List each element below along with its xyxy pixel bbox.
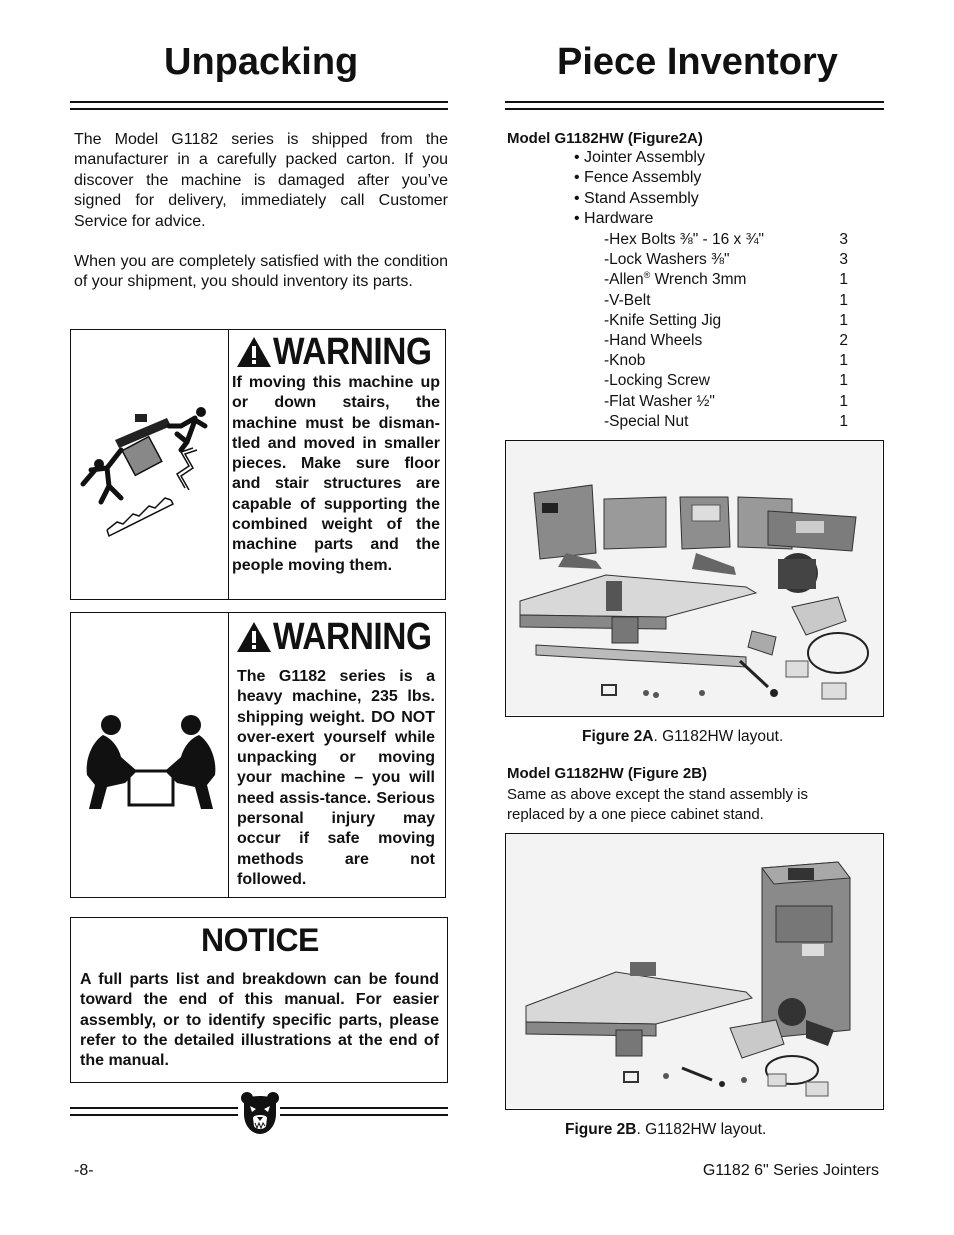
hardware-row: [604, 230, 848, 250]
hardware-row: [604, 412, 848, 432]
hardware-row: [604, 270, 848, 290]
jointer-cabinet-layout-image: [506, 834, 882, 1108]
inventory-rule-top: [505, 101, 884, 103]
hardware-name: -Knife Setting Jig: [604, 311, 722, 329]
unpacking-rule-bottom: [70, 108, 448, 110]
registered-mark: ®: [643, 270, 651, 281]
unpacking-title: Unpacking: [164, 41, 359, 83]
figure-2a-caption: [582, 727, 783, 747]
figure-2b-label: Figure 2B: [565, 1121, 637, 1138]
main-parts-list: [574, 148, 705, 230]
jointer-parts-layout-image: [506, 441, 882, 715]
hardware-qty: 3: [839, 231, 848, 248]
warning-text-heavy: The G1182 series is a heavy machine, 235 lbs. shipping weight. DO NOT over-exert yourself while unpacking or moving your machine – you will need assis-tance. Serious personal injury may occur if safe moving methods are not followed.: [237, 668, 435, 888]
warning-badge-2: [235, 617, 453, 657]
notice-box: [70, 917, 448, 1083]
document-title-footer: G1182 6" Series Jointers: [702, 1162, 879, 1179]
hardware-qty: 1: [839, 392, 848, 410]
warning-triangle-icon: [235, 620, 273, 654]
hardware-name: -Special Nut: [604, 412, 689, 430]
list-item: • Stand Assembly: [574, 189, 699, 207]
hardware-qty: 3: [839, 251, 848, 269]
stairs-moving-hazard-icon: [77, 390, 217, 540]
hardware-name-post: Wrench 3mm: [650, 271, 747, 289]
two-person-lift-icon: [81, 713, 221, 823]
hardware-name: -Flat Washer ½": [604, 392, 715, 410]
footer-rule-bottom-right: [280, 1114, 448, 1116]
hardware-row: [604, 331, 848, 351]
hardware-row: [604, 250, 848, 270]
warning-triangle-icon: [235, 335, 273, 369]
figure-2a-photo: [505, 440, 884, 717]
hardware-qty: 1: [839, 291, 848, 309]
hardware-list: [604, 230, 848, 432]
warning-box-heavy: [70, 612, 446, 898]
notice-text: A full parts list and breakdown can be found toward the end of this manual. For easier assembly, or to identify specific parts, please refer to the detailed illustrations at the end of the manual.: [80, 971, 439, 1070]
hardware-name: -V-Belt: [604, 291, 651, 309]
hardware-qty: 1: [839, 372, 848, 390]
bear-logo-icon: [240, 1090, 280, 1136]
figure-2b-caption-text: . G1182HW layout.: [636, 1121, 767, 1138]
hardware-name: -Hand Wheels: [604, 332, 703, 350]
hardware-name: [604, 270, 746, 290]
model-b-text-line-1: Same as above except the stand assembly is: [507, 786, 808, 803]
figure-2b-photo: [505, 833, 884, 1110]
hardware-qty: 2: [839, 332, 848, 350]
unpacking-rule-top: [70, 101, 448, 103]
footer-rule-top-right: [280, 1107, 448, 1109]
hardware-name: -Locking Screw: [604, 372, 710, 390]
warning-text-stairs: If moving this machine up or down stairs, the machine must be disman-tled and moved in smaller pieces. Make sure floor and stair structures are capable of supporting the combined weight of the machine parts and the people moving them.: [232, 374, 440, 574]
notice-label: NOTICE: [201, 922, 319, 958]
model-b-text-line-2: replaced by a one piece cabinet stand.: [507, 806, 764, 823]
inventory-rule-bottom: [505, 108, 884, 110]
warning-label-1: WARNING: [273, 331, 432, 373]
warning-box-stairs: [70, 329, 446, 600]
warning-label-2: WARNING: [273, 616, 432, 658]
hardware-name: -Lock Washers ⅜": [604, 251, 730, 269]
hardware-qty: 1: [839, 311, 848, 329]
list-item: • Jointer Assembly: [574, 149, 705, 166]
hardware-row: [604, 311, 848, 331]
figure-2a-label: Figure 2A: [582, 728, 654, 745]
figure-2b-caption: [565, 1120, 766, 1140]
hardware-qty: 1: [839, 412, 848, 430]
list-item: • Hardware: [574, 210, 654, 228]
footer-rule-top-left: [70, 1107, 238, 1109]
hardware-row: [604, 291, 848, 311]
hardware-qty: 1: [839, 271, 848, 289]
hardware-row: [604, 351, 848, 371]
unpacking-paragraph-1: The Model G1182 series is shipped from the manufacturer in a carefully packed carton. If you discover the machine is damaged after you’ve signed for delivery, immediately call Customer Service for advice.: [74, 131, 448, 230]
hardware-row: [604, 371, 848, 391]
unpacking-paragraph-2: When you are completely satisfied with the condition of your shipment, you should inventory its parts.: [74, 253, 448, 291]
hardware-row: [604, 392, 848, 412]
hardware-name: -Knob: [604, 352, 646, 370]
figure-2a-caption-text: . G1182HW layout.: [653, 728, 784, 745]
model-b-heading: Model G1182HW (Figure 2B): [507, 765, 708, 782]
list-item: • Fence Assembly: [574, 169, 702, 187]
model-a-heading: Model G1182HW (Figure2A): [507, 130, 703, 147]
piece-inventory-title: Piece Inventory: [557, 41, 838, 83]
hardware-name-pre: -Allen: [604, 271, 644, 289]
page-number: -8-: [74, 1162, 94, 1179]
hardware-name: -Hex Bolts ⅜" - 16 x ¾": [604, 231, 765, 248]
warning-badge-1: [235, 332, 453, 372]
footer-rule-bottom-left: [70, 1114, 238, 1116]
hardware-qty: 1: [839, 352, 848, 370]
